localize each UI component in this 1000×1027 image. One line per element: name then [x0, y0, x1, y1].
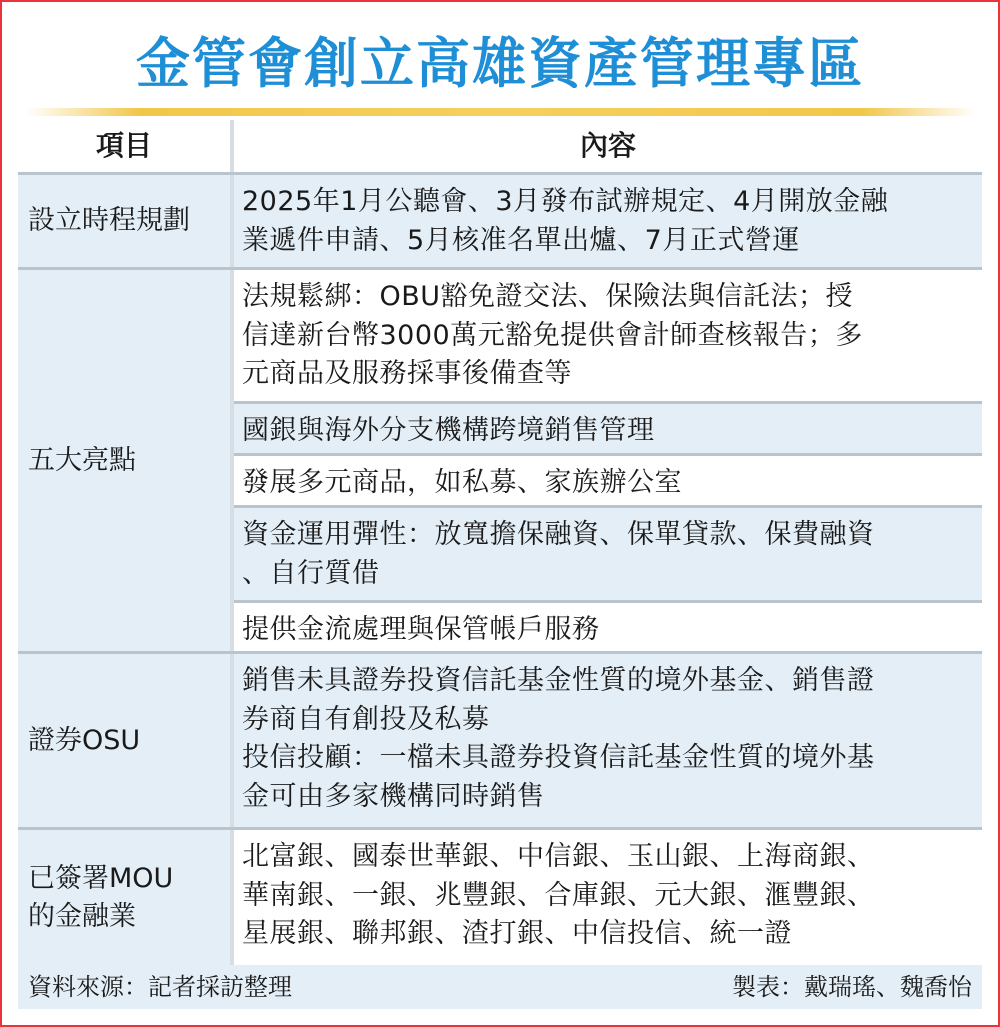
osu-content — [234, 654, 982, 827]
mou-line: 星展銀、聯邦銀、渣打銀、中信投信、統一證 — [242, 918, 792, 949]
osu-line: 投信投顧：一檔未具證券投資信託基金性質的境外基 — [242, 742, 875, 773]
highlight-item — [234, 508, 982, 600]
credit-note: 製表：戴瑞瑤、魏喬怡 — [732, 973, 972, 1001]
footer — [18, 965, 982, 1009]
schedule-label: 設立時程規劃 — [28, 205, 190, 236]
highlight-line: 元商品及服務採事後備查等 — [242, 358, 572, 389]
highlight-line: 信達新台幣3000萬元豁免提供會計師查核報告；多 — [242, 319, 863, 351]
header-item: 項目 — [18, 120, 230, 172]
highlight-line: 資金運用彈性：放寬擔保融資、保單貸款、保費融資 — [242, 519, 875, 550]
highlight-line: 提供金流處理與保管帳戶服務 — [242, 614, 600, 645]
highlight-item — [234, 456, 982, 505]
mou-line: 華南銀、一銀、兆豐銀、合庫銀、元大銀、滙豐銀、 — [242, 879, 875, 911]
schedule-content — [234, 175, 982, 267]
info-table — [18, 120, 982, 970]
row-label-highlights — [18, 270, 230, 651]
highlight-line: 法規鬆綁：OBU豁免證交法、保險法與信託法；授 — [242, 281, 854, 312]
row-label-mou — [18, 830, 230, 966]
highlight-line: 發展多元商品，如私募、家族辦公室 — [242, 467, 682, 498]
highlight-item — [234, 270, 982, 401]
mou-content — [234, 830, 982, 966]
page-title: 金管會創立高雄資產管理專區 — [136, 32, 864, 95]
mou-line: 北富銀、國泰世華銀、中信銀、玉山銀、上海商銀、 — [242, 841, 875, 872]
mou-label-line: 已簽署MOU — [28, 863, 174, 894]
mou-label-line: 的金融業 — [28, 901, 136, 932]
highlight-item — [234, 603, 982, 651]
schedule-line: 2025年1月公聽會、3月發布試辦規定、4月開放金融 — [242, 186, 889, 217]
osu-line: 券商自有創投及私募 — [242, 703, 490, 735]
row-label-schedule — [18, 175, 230, 267]
highlight-line: 國銀與海外分支機構跨境銷售管理 — [242, 415, 655, 446]
highlights-label: 五大亮點 — [28, 444, 136, 476]
highlight-item — [234, 404, 982, 453]
highlight-line: 、自行質借 — [242, 557, 380, 589]
schedule-line: 業遞件申請、5月核准名單出爐、7月正式營運 — [242, 224, 800, 256]
osu-line: 金可由多家機構同時銷售 — [242, 780, 545, 812]
osu-label: 證券OSU — [28, 724, 141, 756]
osu-line: 銷售未具證券投資信託基金性質的境外基金、銷售證 — [242, 665, 875, 696]
row-label-osu — [18, 654, 230, 827]
source-note: 資料來源：記者採訪整理 — [28, 973, 292, 1001]
header-content: 內容 — [234, 120, 982, 172]
title-underline — [26, 108, 976, 116]
